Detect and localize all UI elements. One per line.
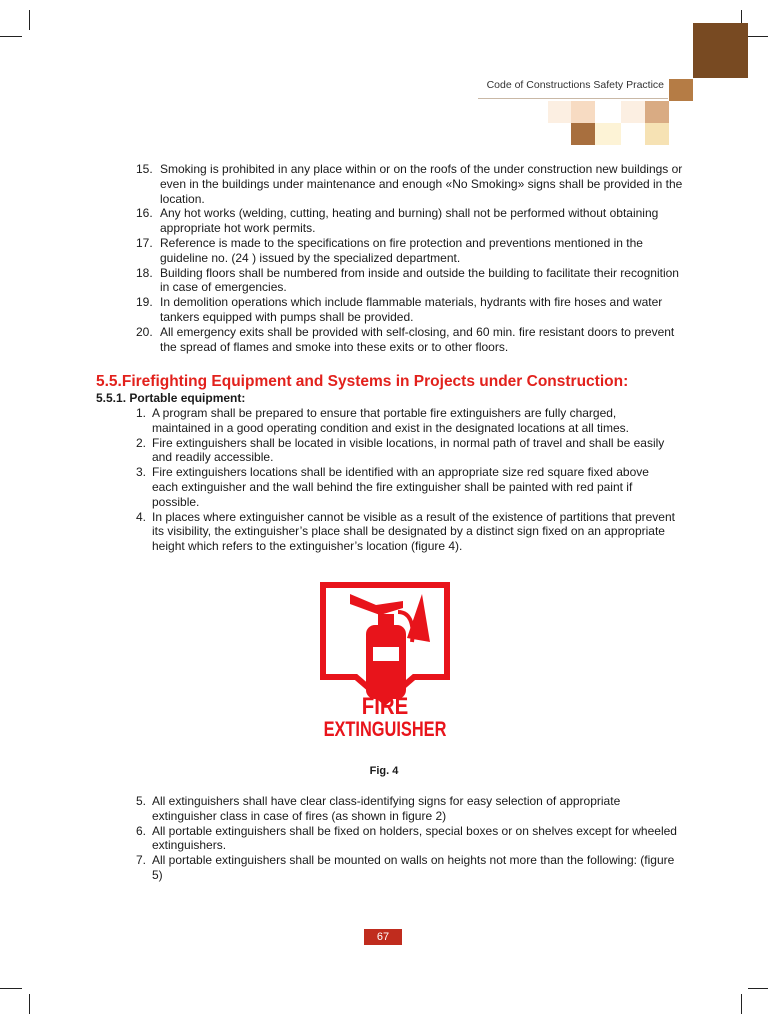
decor-square	[693, 23, 748, 78]
list-number: 4.	[136, 509, 147, 524]
crop-mark	[29, 10, 30, 30]
list-text: All portable extinguishers shall be mounted on walls on heights not more than the following: (figure 5)	[152, 853, 675, 882]
decor-square	[548, 101, 571, 123]
list-item	[136, 510, 676, 554]
list-text: Building floors shall be numbered from inside and outside the building to facilitate their recognition in case of emergencies.	[160, 265, 679, 295]
sign-text-extinguisher: EXTINGUISHER	[323, 718, 447, 741]
decor-square	[621, 101, 645, 123]
list-number: 7.	[136, 853, 147, 868]
list-item	[136, 794, 684, 824]
extinguisher-label-icon	[373, 647, 399, 661]
list-text: Fire extinguishers shall be located in visible locations, in normal path of travel and shall be easily and readily accessible.	[152, 435, 665, 465]
list-text: Any hot works (welding, cutting, heating and burning) shall not be performed without obtaining appropriate hot work permits.	[160, 206, 659, 236]
crop-mark	[0, 36, 22, 37]
decor-square	[645, 123, 669, 145]
list-item	[136, 436, 676, 466]
portable-equipment-list-continued	[136, 794, 684, 883]
list-number: 2.	[136, 435, 147, 450]
list-number: 6.	[136, 823, 147, 838]
list-number: 17.	[136, 235, 153, 250]
list-item	[136, 206, 684, 236]
extinguisher-body-icon	[366, 625, 406, 699]
list-text: A program shall be prepared to ensure that portable fire extinguishers are fully charged, maintained in a good operating condition and exist in the designated locations at all times.	[152, 406, 629, 435]
crop-mark	[741, 994, 742, 1014]
crop-mark	[0, 988, 22, 989]
decor-square	[571, 123, 595, 145]
list-text: All portable extinguishers shall be fixed on holders, special boxes or on shelves except for wheeled extinguishers.	[152, 823, 677, 853]
list-item	[136, 465, 676, 509]
figure-caption: Fig. 4	[369, 765, 399, 777]
decor-square	[571, 101, 595, 123]
list-item	[136, 162, 684, 206]
extinguisher-neck-icon	[378, 614, 394, 627]
list-text: Reference is made to the specifications on fire protection and preventions mentioned in the guideline no. (24 ) issued by the specialized department.	[160, 235, 643, 265]
list-text: All extinguishers shall have clear class-identifying signs for easy selection of appropriate extinguisher class in case of fires (as shown in figure 2)	[152, 794, 621, 823]
portable-equipment-list	[136, 406, 676, 554]
sign-text-fire: FIRE	[361, 693, 409, 720]
list-number: 20.	[136, 324, 153, 339]
list-text: In places where extinguisher cannot be visible as a result of the existence of partitions that prevent its visibility, the extinguisher’s place shall be designated by a distinct sign fixed on an appropriate height which refers to the extinguisher’s location (figure 4).	[152, 509, 675, 554]
list-number: 3.	[136, 465, 147, 480]
list-number: 15.	[136, 162, 153, 176]
list-text: Fire extinguishers locations shall be identified with an appropriate size red square fixed above each extinguisher and the wall behind the fire extinguisher shall be painted with red paint if possible.	[152, 465, 649, 509]
extinguisher-handle-icon	[350, 594, 403, 615]
crop-mark	[29, 994, 30, 1014]
section-heading: 5.5.Firefighting Equipment and Systems in Projects under Construction:	[96, 373, 629, 390]
list-number: 1.	[136, 406, 147, 420]
list-item	[136, 406, 676, 436]
list-number: 18.	[136, 265, 153, 280]
list-item	[136, 325, 684, 355]
list-item	[136, 295, 684, 325]
running-header: Code of Constructions Safety Practice	[486, 79, 664, 91]
decor-square	[669, 79, 693, 101]
list-item	[136, 236, 684, 266]
list-number: 19.	[136, 295, 153, 310]
list-number: 16.	[136, 206, 153, 221]
fire-extinguisher-sign	[300, 580, 470, 750]
header-rule	[478, 98, 668, 99]
list-text: All emergency exits shall be provided with self-closing, and 60 min. fire resistant doors to prevent the spread of flames and smoke into these exits or to other floors.	[160, 324, 675, 354]
list-text: Smoking is prohibited in any place within or on the roofs of the under construction new buildings or even in the buildings under maintenance and enough «No Smoking» signs shall be provided in the location.	[160, 162, 683, 206]
subsection-heading: 5.5.1. Portable equipment:	[96, 391, 246, 405]
list-text: In demolition operations which include flammable materials, hydrants with fire hoses and water tankers equipped with pumps shall be provided.	[160, 295, 663, 324]
decor-square	[645, 101, 669, 123]
rules-list-continued	[136, 162, 684, 354]
list-item	[136, 853, 684, 883]
list-item	[136, 266, 684, 296]
list-item	[136, 824, 684, 854]
decor-square	[595, 123, 621, 145]
crop-mark	[748, 36, 768, 37]
crop-mark	[748, 988, 768, 989]
page-number: 67	[364, 929, 402, 945]
list-number: 5.	[136, 794, 147, 808]
